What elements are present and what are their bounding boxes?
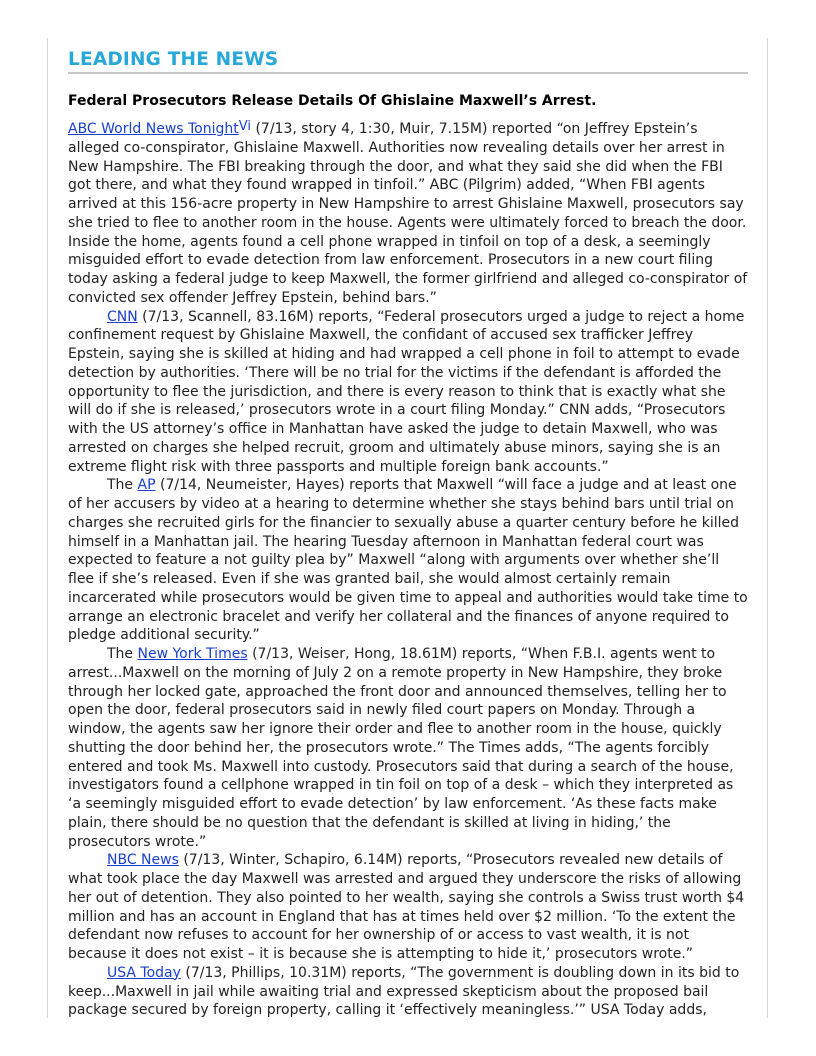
paragraph-text: (7/13, Winter, Schapiro, 6.14M) reports, “Prosecutors revealed new details of what took place the day Maxwell was arrested and argued they underscore the risks of allowing her out of detention. They also pointed to her wealth, saying she controls a Swiss trust worth $4 million and has an account in England that has at times held over $2 million. ‘To the extent the defendant now refuses to account for her ownership of or access to vast wealth, it is not because it does not exist – it is because she is attempting to hide it,’ prosecutors wrote.” xyxy=(68,852,745,962)
paragraph-abc xyxy=(68,118,748,308)
paragraph-text: (7/13, story 4, 1:30, Muir, 7.15M) reported “on Jeffrey Epstein’s alleged co-conspirator, Ghislaine Maxwell. Authorities now revealing details over her arrest in New Hampshire. The FBI breaking through the door, and what they said she did when the FBI got there, and what they found wrapped in tinfoil.” ABC (Pilgrim) added, “When FBI agents arrived at this 156-acre property in New Hampshire to arrest Ghislaine Maxwell, prosecutors say she tried to flee to another room in the house. Agents were ultimately forced to breach the door. Inside the home, agents found a cell phone wrapped in tinfoil on top of a desk, a seemingly misguided effort to evade detection from law enforcement. Prosecutors in a new court filing today asking a federal judge to keep Maxwell, the former girlfriend and alleged co-conspirator of convicted sex offender Jeffrey Epstein, behind bars.” xyxy=(68,121,748,306)
paragraph-ap xyxy=(68,476,748,645)
paragraph-usa-today xyxy=(68,964,748,1020)
source-link-cnn[interactable]: CNN xyxy=(107,308,138,325)
paragraph-nbc xyxy=(68,851,748,964)
source-link-abc-world-news-tonight[interactable]: ABC World News Tonight xyxy=(68,121,239,137)
source-link-new-york-times[interactable]: New York Times xyxy=(137,646,248,662)
paragraph-nyt xyxy=(68,645,748,851)
paragraph-text: (7/13, Phillips, 10.31M) reports, “The government is doubling down in its bid to keep...Maxwell in jail while awaiting trial and expressed skepticism about the proposed bail package secured by foreign property, calling it ‘effectively meaningless.’” USA Today adds, xyxy=(68,964,740,1019)
video-badge[interactable]: Vi xyxy=(238,119,251,134)
paragraph-text: (7/13, Weiser, Hong, 18.61M) reports, “When F.B.I. agents went to arrest...Maxwell on the morning of July 2 on a remote property in New Hampshire, they broke through her locked gate, approached the front door and announced themselves, telling her to open the door, federal prosecutors said in newly filed court papers on Monday. Through a window, the agents saw her ignore their order and flee to another room in the house, quickly shutting the door behind her, the prosecutors wrote.” The Times adds, “The agents forcibly entered and took Ms. Maxwell into custody. Prosecutors said that during a search of the house, investigators found a cellphone wrapped in tin foil on top of a desk – which they interpreted as ‘a seemingly misguided effort to evade detection’ by law enforcement. ‘As these facts make plain, there should be no question that the defendant is skilled at living in hiding,’ the prosecutors wrote.” xyxy=(68,646,734,850)
left-margin-rule xyxy=(47,38,48,1018)
paragraph-prefix: The xyxy=(107,646,138,662)
paragraph-cnn xyxy=(68,308,748,477)
source-link-nbc-news[interactable]: NBC News xyxy=(107,852,179,869)
article-content xyxy=(68,48,748,1020)
source-link-ap[interactable]: AP xyxy=(137,477,156,494)
paragraph-text: (7/14, Neumeister, Hayes) reports that Maxwell “will face a judge and at least one of her accusers by video at a hearing to determine whether she stays behind bars until trial on charges she recruited girls for the financier to sexually abuse a quarter century before he killed himself in a Manhattan jail. The hearing Tuesday afternoon in Manhattan federal court was expected to feature a not guilty plea by” Maxwell “along with arguments over whether she’ll flee if she’s released. Even if she was granted bail, she would almost certainly remain incarcerated while prosecutors would be given time to appeal and authorities would take time to arrange an electronic bracelet and verify her collateral and the finances of anyone required to pledge additional security.” xyxy=(68,477,748,644)
right-margin-rule xyxy=(767,38,768,1018)
section-title: LEADING THE NEWS xyxy=(68,48,748,74)
paragraph-text: (7/13, Scannell, 83.16M) reports, “Federal prosecutors urged a judge to reject a home confinement request by Ghislaine Maxwell, the confidant of accused sex trafficker Jeffrey Epstein, saying she is skilled at hiding and had wrapped a cell phone in foil to attempt to evade detection by authorities. ‘There will be no trial for the victims if the defendant is afforded the opportunity to flee the jurisdiction, and there is every reason to think that is exactly what she will do if she is released,’ prosecutors wrote in a court filing Monday.” CNN adds, “Prosecutors with the US attorney’s office in Manhattan have asked the judge to detain Maxwell, who was arrested on charges she helped recruit, groom and ultimately abuse minors, saying she is an extreme flight risk with three passports and multiple foreign bank accounts.” xyxy=(68,308,745,475)
article-headline: Federal Prosecutors Release Details Of Ghislaine Maxwell’s Arrest. xyxy=(68,93,597,109)
paragraph-prefix: The xyxy=(107,477,138,494)
source-link-usa-today[interactable]: USA Today xyxy=(107,964,181,981)
